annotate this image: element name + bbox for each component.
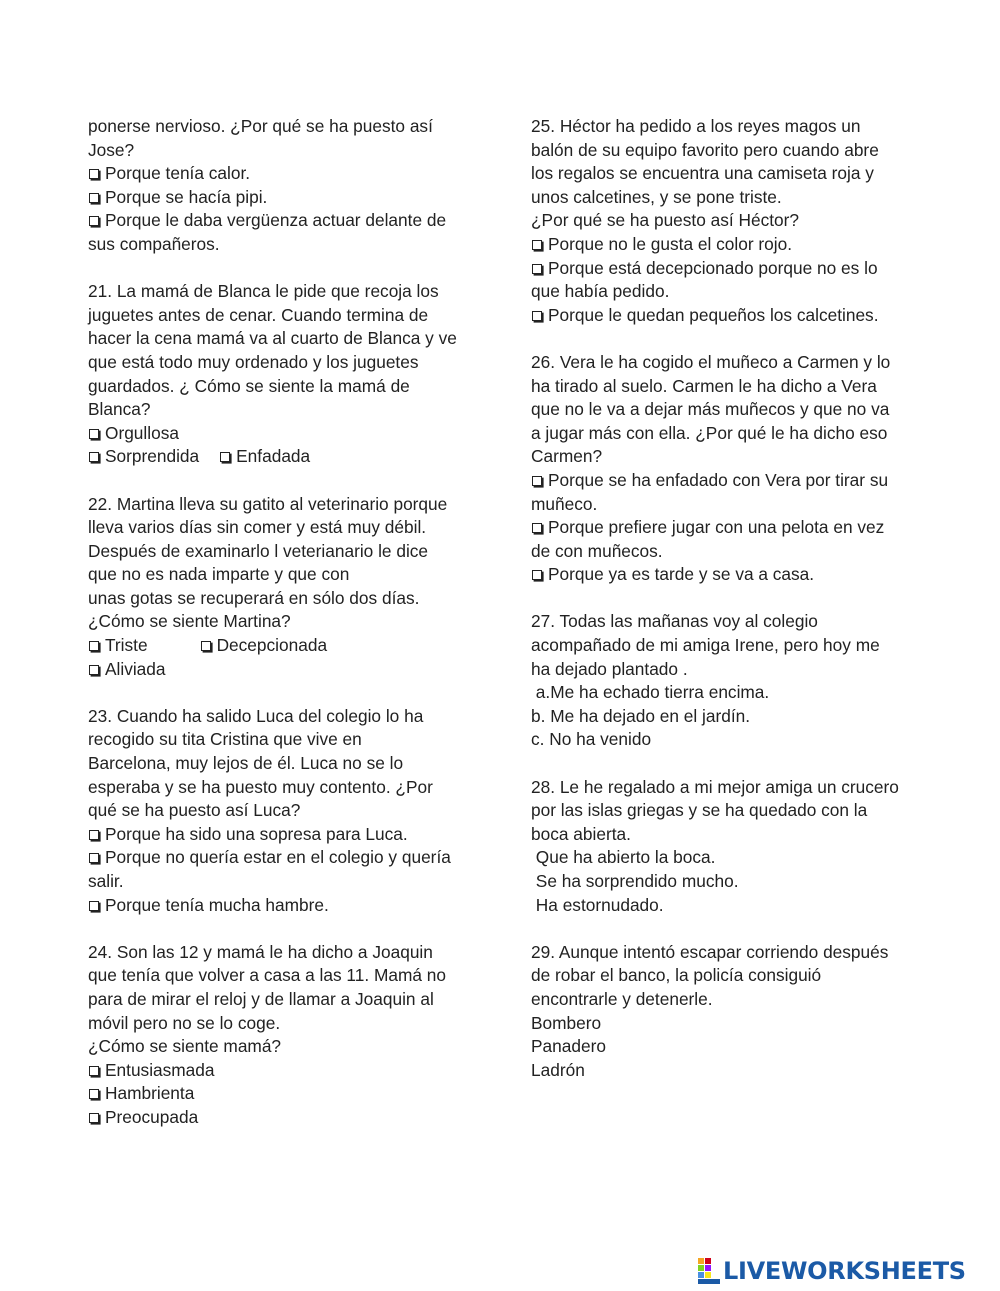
answer-option[interactable]: a.Me ha echado tierra encima. [531,682,770,703]
option[interactable]: Triste [88,635,148,655]
question-text: que no le va a dejar más muñecos y que no va [531,399,890,420]
checkbox-icon[interactable] [89,1066,99,1076]
question-text: 28. Le he regalado a mi mejor amiga un crucero [531,776,899,797]
checkbox-icon[interactable] [532,476,542,486]
option[interactable]: Preocupada [88,1106,488,1130]
answer-option[interactable]: Panadero [531,1036,606,1057]
option[interactable]: Porque prefiere jugar con una pelota en vez [531,516,931,540]
checkbox-icon[interactable] [89,641,99,651]
checkbox-icon[interactable] [89,169,99,179]
question-23 [88,705,488,917]
checkbox-icon[interactable] [532,311,542,321]
answer-option[interactable]: b. Me ha dejado en el jardín. [531,705,751,726]
question-26 [531,351,931,587]
option[interactable]: Entusiasmada [88,1059,488,1083]
question-text: guardados. ¿ Cómo se siente la mamá de [88,375,410,396]
question-27 [531,610,931,752]
question-text: 23. Cuando ha salido Luca del colegio lo ha [88,705,424,726]
question-text: por las islas griegas y se ha quedado con la [531,800,868,821]
question-text: ¿Cómo se siente mamá? [88,1036,282,1057]
options-row [88,634,488,658]
answer-option[interactable]: Que ha abierto la boca. [531,847,716,868]
option[interactable]: Porque se hacía pipi. [88,186,488,210]
question-text: unos calcetines, y se pone triste. [531,186,782,207]
option-continuation: sus compañeros. [88,233,220,254]
answer-option[interactable]: c. No ha venido [531,729,652,750]
option-continuation: muñeco. [531,493,598,514]
checkbox-icon[interactable] [532,240,542,250]
question-text: recogido su tita Cristina que vive en [88,729,362,750]
option[interactable]: Porque se ha enfadado con Vera por tirar su [531,469,931,493]
question-text: 26. Vera le ha cogido el muñeco a Carmen y lo [531,351,891,372]
checkbox-icon[interactable] [201,641,211,651]
option[interactable]: Decepcionada [200,635,328,655]
option[interactable]: Enfadada [219,446,310,466]
checkbox-icon[interactable] [89,1113,99,1123]
liveworksheets-logo-icon [698,1258,720,1284]
question-text: que está todo muy ordenado y los juguetes [88,351,419,372]
checkbox-icon[interactable] [532,523,542,533]
option[interactable]: Sorprendida [88,446,199,466]
question-text: Barcelona, muy lejos de él. Luca no se lo [88,753,404,774]
question-21 [88,280,488,469]
question-text: que tenía que volver a casa a las 11. Mamá no [88,965,447,986]
question-text: balón de su equipo favorito pero cuando abre [531,139,879,160]
answer-option[interactable]: Se ha sorprendido mucho. [531,871,739,891]
question-text: 27. Todas las mañanas voy al colegio [531,611,818,632]
liveworksheets-logo [698,1256,966,1286]
question-20 [88,115,488,257]
option[interactable]: Porque no quería estar en el colegio y quería [88,846,488,870]
question-text: ¿Por qué se ha puesto así Héctor? [531,210,800,231]
question-text: unas gotas se recuperará en sólo dos días. [88,587,420,608]
checkbox-icon[interactable] [89,853,99,863]
option[interactable]: Porque ya es tarde y se va a casa. [531,563,931,587]
checkbox-icon[interactable] [89,901,99,911]
question-text: Jose? [88,139,135,160]
question-text: para de mirar el reloj y de llamar a Joaquin al [88,988,434,1009]
question-text: Blanca? [88,399,151,420]
option[interactable]: Porque le daba vergüenza actuar delante de [88,209,488,233]
question-text: qué se ha puesto así Luca? [88,800,301,821]
checkbox-icon[interactable] [532,570,542,580]
answer-option[interactable]: Bombero [531,1012,602,1033]
question-text: que no es nada imparte y que con [88,564,350,585]
question-22 [88,493,488,682]
question-28 [531,776,931,918]
question-text: 25. Héctor ha pedido a los reyes magos un [531,116,861,136]
question-text: Después de examinarlo l veterianario le dice [88,540,429,561]
question-text: ha tirado al suelo. Carmen le ha dicho a Vera [531,375,877,396]
option[interactable]: Orgullosa [88,422,488,446]
question-text: boca abierta. [531,823,631,844]
question-text: lleva varios días sin comer y está muy débil. [88,517,427,538]
question-text: acompañado de mi amiga Irene, pero hoy me [531,635,880,656]
option-continuation: salir. [88,871,124,891]
checkbox-icon[interactable] [532,264,542,274]
question-25 [531,115,931,327]
option[interactable]: Porque ha sido una sopresa para Luca. [88,823,488,847]
question-text: ponerse nervioso. ¿Por qué se ha puesto así [88,116,433,136]
question-text: 29. Aunque intentó escapar corriendo después [531,941,889,962]
checkbox-icon[interactable] [89,193,99,203]
question-text: juguetes antes de cenar. Cuando termina de [88,304,429,325]
answer-option[interactable]: Ha estornudado. [531,894,664,915]
question-text: los regalos se encuentra una camiseta roja y [531,163,874,184]
checkbox-icon[interactable] [89,1089,99,1099]
question-text: móvil pero no se lo coge. [88,1012,281,1033]
logo-text: LIVEWORKSHEETS [723,1257,966,1285]
option[interactable]: Porque tenía calor. [88,162,488,186]
question-text: ha dejado plantado . [531,658,688,679]
option[interactable]: Aliviada [88,658,488,682]
question-text: 21. La mamá de Blanca le pide que recoja los [88,281,439,302]
question-text: ¿Cómo se siente Martina? [88,611,291,632]
checkbox-icon[interactable] [89,665,99,675]
checkbox-icon[interactable] [220,452,230,462]
checkbox-icon[interactable] [89,452,99,462]
option[interactable]: Hambrienta [88,1082,488,1106]
option-continuation: que había pedido. [531,281,670,302]
option[interactable]: Porque no le gusta el color rojo. [531,233,931,257]
question-text: esperaba y se ha puesto muy contento. ¿Por [88,776,433,797]
question-text: hacer la cena mamá va al cuarto de Blanca y ve [88,328,457,349]
question-text: encontrarle y detenerle. [531,988,713,1009]
question-29 [531,941,931,1083]
question-text: de robar el banco, la policía consiguió [531,965,822,986]
option[interactable]: Porque tenía mucha hambre. [88,894,488,918]
answer-option[interactable]: Ladrón [531,1059,585,1080]
checkbox-icon[interactable] [89,830,99,840]
options-row [88,445,488,469]
question-text: 24. Son las 12 y mamá le ha dicho a Joaquin [88,941,433,962]
question-24 [88,941,488,1130]
question-text: 22. Martina lleva su gatito al veterinario porque [88,493,448,514]
checkbox-icon[interactable] [89,216,99,226]
option[interactable]: Porque le quedan pequeños los calcetines. [531,304,931,328]
checkbox-icon[interactable] [89,429,99,439]
question-text: a jugar más con ella. ¿Por qué le ha dicho eso [531,422,888,443]
left-column [88,115,488,1153]
right-column [531,115,931,1106]
option-continuation: de con muñecos. [531,540,663,561]
question-text: Carmen? [531,446,603,467]
option[interactable]: Porque está decepcionado porque no es lo [531,257,931,281]
